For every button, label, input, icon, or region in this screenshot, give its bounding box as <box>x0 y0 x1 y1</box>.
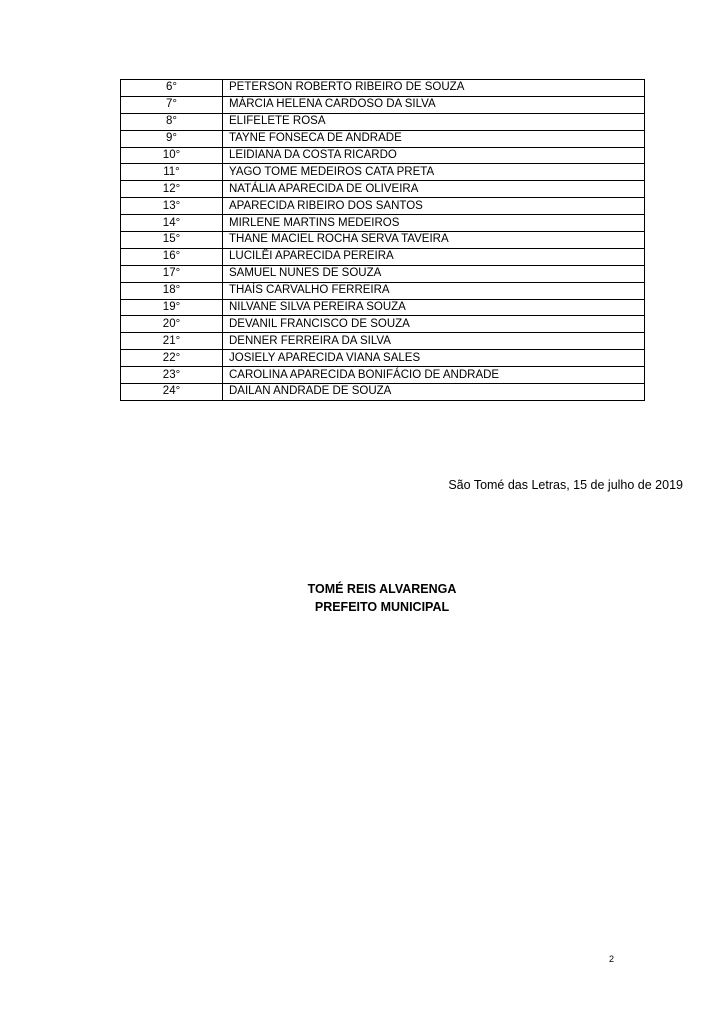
position-cell: 10° <box>121 147 223 164</box>
name-cell: DENNER FERREIRA DA SILVA <box>223 333 645 350</box>
name-cell: SAMUEL NUNES DE SOUZA <box>223 265 645 282</box>
name-cell: NILVANE SILVA PEREIRA SOUZA <box>223 299 645 316</box>
ranking-table <box>120 79 645 401</box>
name-cell: ELIFELETE ROSA <box>223 113 645 130</box>
table-row <box>121 350 645 367</box>
table-row <box>121 316 645 333</box>
table-row <box>121 282 645 299</box>
name-cell: YAGO TOME MEDEIROS CATA PRETA <box>223 164 645 181</box>
table-row <box>121 80 645 97</box>
position-cell: 16° <box>121 248 223 265</box>
name-cell: NATÁLIA APARECIDA DE OLIVEIRA <box>223 181 645 198</box>
signature-name: TOMÉ REIS ALVARENGA <box>307 582 457 596</box>
table-row <box>121 232 645 249</box>
name-cell: JOSIELY APARECIDA VIANA SALES <box>223 350 645 367</box>
table-row <box>121 367 645 384</box>
name-cell: APARECIDA RIBEIRO DOS SANTOS <box>223 198 645 215</box>
position-cell: 22° <box>121 350 223 367</box>
position-cell: 7° <box>121 96 223 113</box>
page-number: 2 <box>609 954 615 964</box>
signature-title: PREFEITO MUNICIPAL <box>314 600 450 614</box>
name-cell: CAROLINA APARECIDA BONIFÁCIO DE ANDRADE <box>223 367 645 384</box>
position-cell: 12° <box>121 181 223 198</box>
position-cell: 24° <box>121 384 223 401</box>
table-row <box>121 248 645 265</box>
position-cell: 18° <box>121 282 223 299</box>
name-cell: TAYNE FONSECA DE ANDRADE <box>223 130 645 147</box>
name-cell: LUCILÊI APARECIDA PEREIRA <box>223 248 645 265</box>
name-cell: MÁRCIA HELENA CARDOSO DA SILVA <box>223 96 645 113</box>
ranking-table-body <box>121 80 645 401</box>
table-row <box>121 333 645 350</box>
name-cell: THANE MACIEL ROCHA SERVA TAVEIRA <box>223 232 645 249</box>
date-line: São Tomé das Letras, 15 de julho de 2019 <box>448 478 683 492</box>
position-cell: 6° <box>121 80 223 97</box>
position-cell: 23° <box>121 367 223 384</box>
position-cell: 21° <box>121 333 223 350</box>
name-cell: THAÍS CARVALHO FERREIRA <box>223 282 645 299</box>
table-row <box>121 299 645 316</box>
table-row <box>121 164 645 181</box>
position-cell: 20° <box>121 316 223 333</box>
position-cell: 19° <box>121 299 223 316</box>
name-cell: LEIDIANA DA COSTA RICARDO <box>223 147 645 164</box>
position-cell: 11° <box>121 164 223 181</box>
position-cell: 15° <box>121 232 223 249</box>
table-row <box>121 384 645 401</box>
position-cell: 8° <box>121 113 223 130</box>
table-row <box>121 130 645 147</box>
table-row <box>121 265 645 282</box>
table-row <box>121 181 645 198</box>
table-row <box>121 113 645 130</box>
table-row <box>121 215 645 232</box>
name-cell: DEVANIL FRANCISCO DE SOUZA <box>223 316 645 333</box>
position-cell: 9° <box>121 130 223 147</box>
name-cell: PETERSON ROBERTO RIBEIRO DE SOUZA <box>223 80 645 97</box>
name-cell: DAILAN ANDRADE DE SOUZA <box>223 384 645 401</box>
position-cell: 17° <box>121 265 223 282</box>
signature-block <box>0 580 724 616</box>
position-cell: 13° <box>121 198 223 215</box>
name-cell: MIRLENE MARTINS MEDEIROS <box>223 215 645 232</box>
table-row <box>121 198 645 215</box>
table-row <box>121 147 645 164</box>
table-row <box>121 96 645 113</box>
position-cell: 14° <box>121 215 223 232</box>
